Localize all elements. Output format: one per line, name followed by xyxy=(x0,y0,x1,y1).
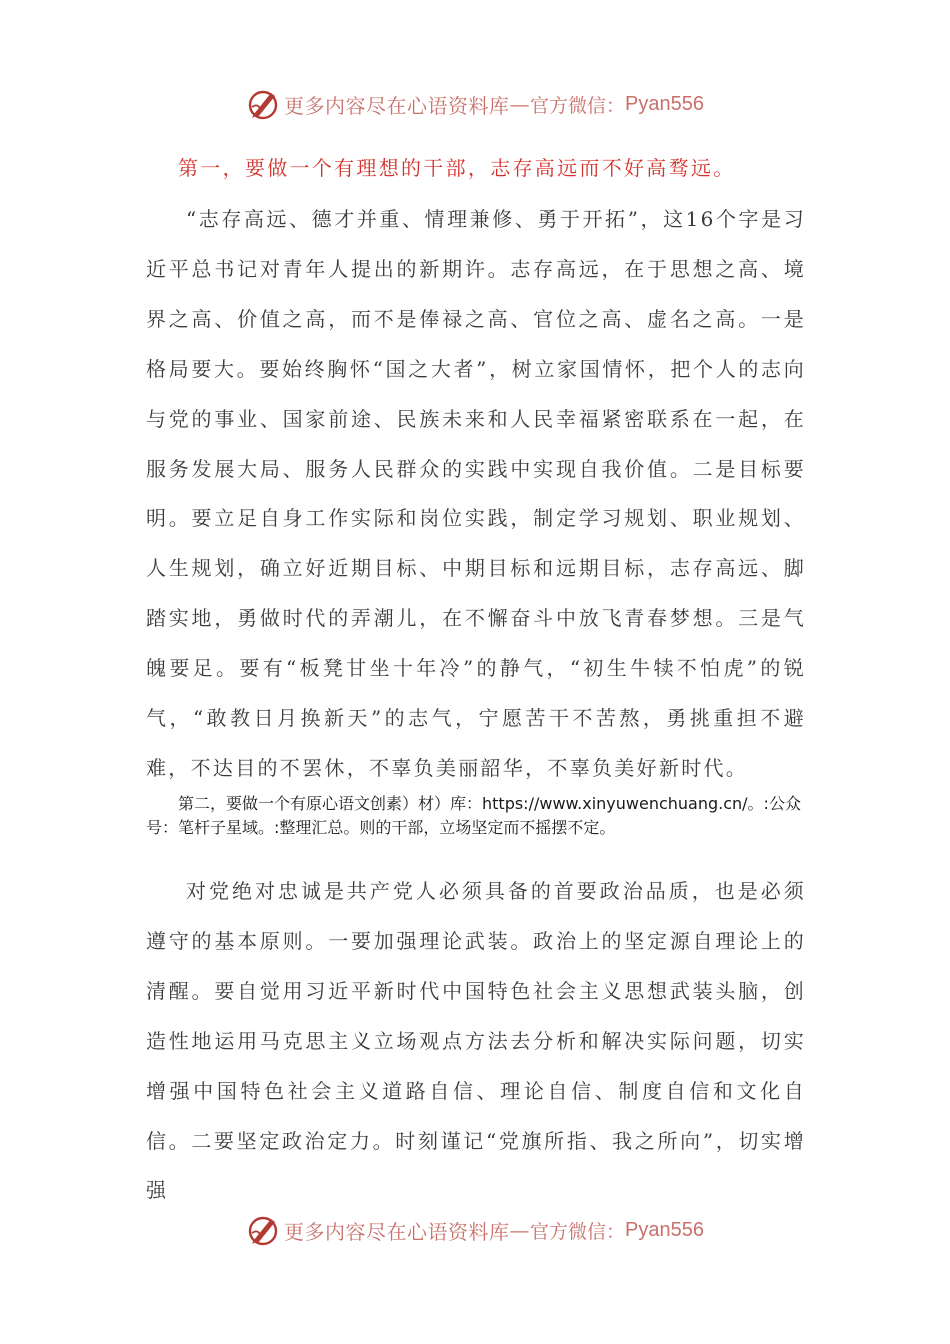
header-banner xyxy=(0,84,950,124)
paragraph-1: “志存高远、德才并重、情理兼修、勇于开拓”，这16个字是习近平总书记对青年人提出的新期许。志存高远，在于思想之高、境界之高、价值之高，而不是俸禄之高、官位之高、虚名之高。一是格局要大。要始终胸怀“国之大者”，树立家国情怀，把个人的志向与党的事业、国家前途、民族未来和人民幸福紧密联系在一起，在服务发展大局、服务人民群众的实践中实现自我价值。二是目标要明。要立足自身工作实际和岗位实践，制定学习规划、职业规划、人生规划，确立好近期目标、中期目标和远期目标，志存高远、脚踏实地，勇做时代的弄潮儿，在不懈奋斗中放飞青春梦想。三是气魄要足。要有“板凳甘坐十年冷”的静气，“初生牛犊不怕虎”的锐气，“敢教日月换新天”的志气，宁愿苦干不苦熬，勇挑重担不避难，不达目的不罢休，不辜负美丽韶华，不辜负美好新时代。 xyxy=(146,207,806,780)
section-heading: 第一，要做一个有理想的干部，志存高远而不好高骛远。 xyxy=(178,156,736,180)
banner-wechat-label: 官方微信： xyxy=(530,1220,626,1243)
pen-logo-icon xyxy=(246,1213,280,1247)
pen-logo-icon xyxy=(246,87,280,121)
banner-wechat-id: Pyan556 xyxy=(625,92,704,115)
banner-text: 更多内容尽在心语资料库 xyxy=(284,93,510,118)
paragraph-3: 对党绝对忠诚是共产党人必须具备的首要政治品质，也是必须遵守的基本原则。一要加强理论武装。政治上的坚定源自理论上的清醒。要自觉用习近平新时代中国特色社会主义思想武装头脑，创造性地运用马克思主义立场观点方法去分析和解决实际问题，切实增强中国特色社会主义道路自信、理论自信、制度自信和文化自信。二要坚定政治定力。时刻谨记“党旗所指、我之所向”，切实增强 xyxy=(146,879,806,1203)
banner-wechat-id: Pyan556 xyxy=(625,1218,704,1241)
banner-dash: — xyxy=(509,1218,530,1242)
paragraph-2: 第二，要做一个有原心语文创素）材）库：https://www.xinyuwenchuang.cn/。:公众号：笔杆子星域。:整理汇总。则的干部，立场坚定而不摇摆不定。 xyxy=(146,794,801,837)
banner-dash: — xyxy=(509,92,530,116)
banner-text: 更多内容尽在心语资料库 xyxy=(284,1219,510,1244)
banner-wechat-label: 官方微信： xyxy=(530,94,626,117)
footer-banner xyxy=(0,1210,950,1250)
